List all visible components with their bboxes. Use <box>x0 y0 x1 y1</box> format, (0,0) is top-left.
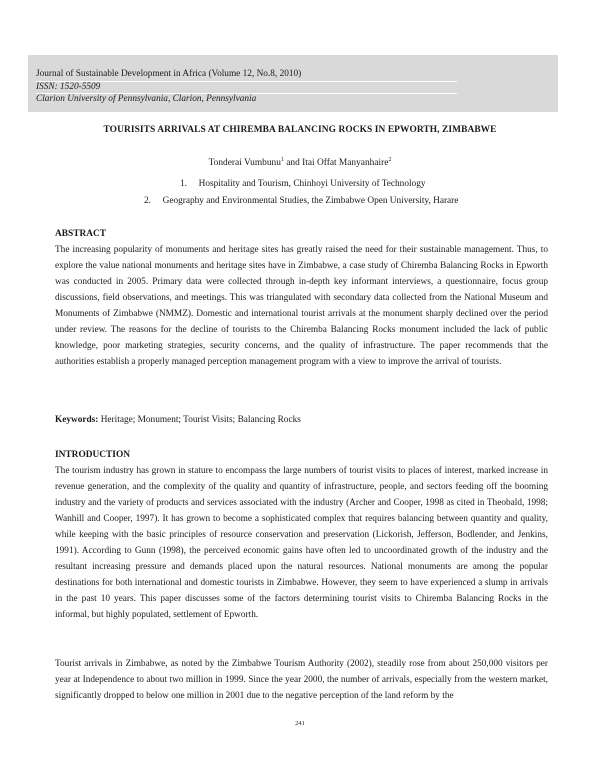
paper-title: TOURISITS ARRIVALS AT CHIREMBA BALANCING ROCKS IN EPWORTH, ZIMBABWE <box>103 125 497 135</box>
affiliation-number: 1. <box>180 179 187 189</box>
keywords <box>55 415 301 425</box>
author-name: Itai Offat Manyanhaire <box>302 158 389 168</box>
introduction-paragraph-1: The tourism industry has grown in stature to encompass the large numbers of tourist visits to places of interest, marked increase in revenue generation, and the complexity of the quality and quantity of infrastructure, people, and sectors feeding off the booming industry and the variety of products and services associated with the industry (Archer and Cooper, 1998 as cited in Theobald, 1998; Wanhill and Cooper, 1997). It has grown to become a sophisticated complex that requires balancing between quantity and quality, while keeping with the basic principles of resource conservation and preservation (Lickorish, Jefferson, Bodlender, and Jenkins, 1991). According to Gunn (1998), the perceived economic gains have often led to uncoordinated growth of the industry and the resultant increasing pressure and demands placed upon the natural resources. National monuments are among the popular destinations for both international and domestic tourists in Zimbabwe. However, they seem to have experienced a slump in arrivals in the past 10 years. This paper discusses some of the factors determining tourist visits to Chiremba Balancing Rocks in the informal, but highly populated, settlement of Epworth. <box>55 466 548 620</box>
author-line <box>0 157 600 168</box>
introduction-paragraph-2: Tourist arrivals in Zimbabwe, as noted by the Zimbabwe Tourism Authority (2002), steadily rose from about 250,000 visitors per year at Independence to about two million in 1999. Since the year 2000, the number of arrivals, especially from the western market, significantly dropped to below one million in 2001 due to the negative perception of the land reform by the <box>55 659 548 701</box>
journal-name: Journal of Sustainable Development in Africa (Volume 12, No.8, 2010) <box>36 69 302 79</box>
affiliation-text: Geography and Environmental Studies, the Zimbabwe Open University, Harare <box>162 196 459 206</box>
abstract-text: The increasing popularity of monuments and heritage sites has greatly raised the need for their sustainable management. Thus, to explore the value national monuments and heritage sites have in Zimbabwe, a case study of Chiremba Balancing Rocks in Epworth was conducted in 2005. Primary data were collected through in-depth key informant interviews, a questionnaire, focus group discussions, field observations, and meetings. This was triangulated with secondary data collected from the National Museum and Monuments of Zimbabwe (NMMZ). Domestic and international tourist arrivals at the monument sharply declined over the period under review. The reasons for the decline of tourists to the Chiremba Balancing Rocks monument included the lack of public knowledge, poor marketing strategies, security concerns, and the quality of infrastructure. The paper recommends that the authorities establish a properly managed perception management program with a view to improve the arrival of tourists. <box>55 245 548 367</box>
abstract-heading: ABSTRACT <box>55 229 107 239</box>
introduction-heading: INTRODUCTION <box>55 450 131 460</box>
journal-publisher: Clarion University of Pennsylvania, Clarion, Pennsylvania <box>36 94 257 104</box>
affiliation-item <box>144 196 458 206</box>
affiliation-text: Hospitality and Tourism, Chinhoyi University of Technology <box>198 179 426 189</box>
author-superscript: 2 <box>388 157 392 163</box>
keywords-text: Heritage; Monument; Tourist Visits; Balancing Rocks <box>98 415 301 425</box>
affiliation-item <box>180 179 426 189</box>
author-name: Tonderai Vumbunu <box>208 158 281 168</box>
page-number: 241 <box>295 720 305 727</box>
author-conjunction: and <box>283 158 303 168</box>
affiliation-number: 2. <box>144 196 151 206</box>
author-superscript: 1 <box>280 157 284 163</box>
journal-issn: ISSN: 1520-5509 <box>36 82 101 92</box>
keywords-label: Keywords: <box>55 415 99 425</box>
